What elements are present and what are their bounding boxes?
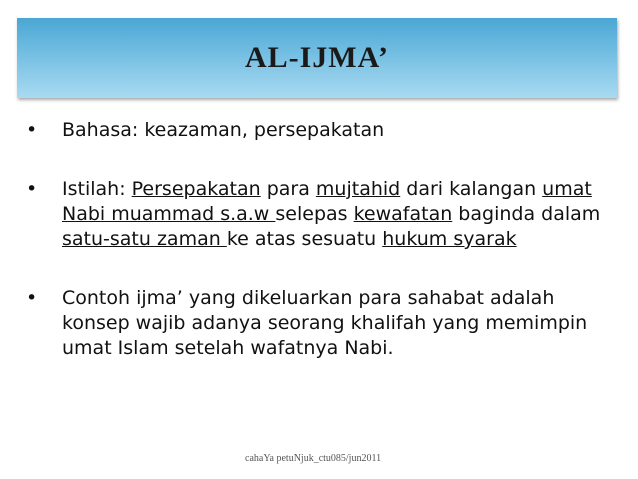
text-selepas: selepas — [275, 203, 354, 225]
term-mujtahid: mujtahid — [315, 178, 401, 200]
term-persepakatan: Persepakatan — [131, 178, 261, 200]
text-dari-kalangan: dari kalangan — [400, 178, 543, 200]
bullet-contoh — [22, 286, 618, 361]
slide-content — [22, 112, 618, 361]
term-satu-satu-zaman: satu-satu zaman — [62, 228, 227, 250]
bullet-marker: • — [26, 287, 38, 309]
text-para: para — [260, 178, 316, 200]
bullet-text: Contoh ijma’ yang dikeluarkan para sahabat adalah konsep wajib adanya seorang khalifah yang memimpin umat Islam setelah wafatnya Nabi. — [62, 287, 588, 359]
slide-title: AL-IJMA’ — [244, 41, 390, 74]
bullet-text: Bahasa: keazaman, persepakatan — [62, 119, 385, 141]
text-ke-atas: ke atas sesuatu — [226, 228, 383, 250]
bullet-bahasa — [22, 118, 618, 143]
title-banner — [17, 18, 617, 98]
bullet-marker: • — [26, 119, 38, 141]
bullet-marker: • — [26, 178, 38, 200]
term-umat-nabi: umat Nabi muammad s.a.w — [62, 178, 592, 225]
text-baginda-dalam: baginda dalam — [452, 203, 601, 225]
term-kewafatan: kewafatan — [353, 203, 453, 225]
slide-footer: cahaYa petuNjuk_ctu085/jun2011 — [245, 453, 382, 464]
bullet-istilah — [22, 177, 618, 252]
istilah-label: Istilah: — [62, 178, 132, 200]
term-hukum-syarak: hukum syarak — [382, 228, 517, 250]
